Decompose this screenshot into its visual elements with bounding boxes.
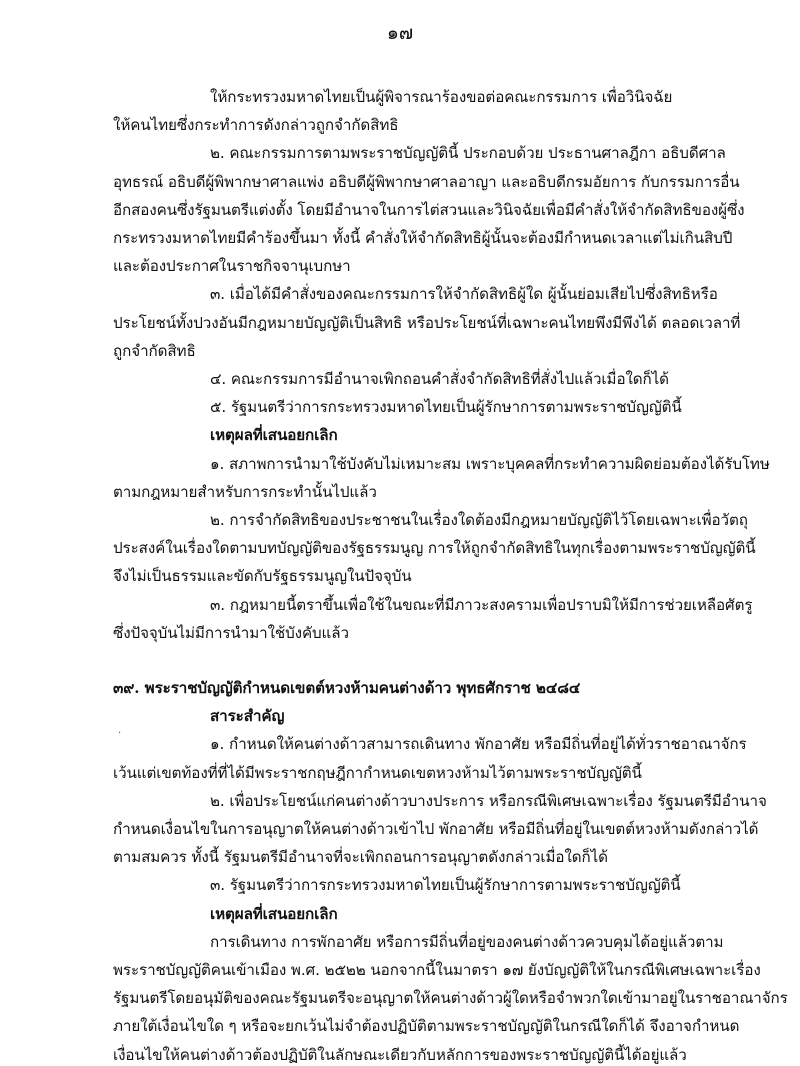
section-heading: สาระสำคัญ: [210, 707, 285, 726]
body-line: ซึ่งปัจจุบันไม่มีการนำมาใช้บังคับแล้ว: [113, 623, 349, 642]
body-line: ตามสมควร ทั้งนี้ รัฐมนตรีมีอำนาจที่จะเพิกถอนการอนุญาตดังกล่าวเมื่อใดก็ได้: [113, 848, 608, 867]
body-line: และต้องประกาศในราชกิจจานุเบกษา: [113, 257, 351, 276]
body-line: ตามกฎหมายสำหรับการกระทำนั้นไปแล้ว: [113, 482, 377, 501]
body-line: ๓. เมื่อได้มีคำสั่งของคณะกรรมการให้จำกัดสิทธิผู้ใด ผู้นั้นย่อมเสียไปซึ่งสิทธิหรือ: [210, 285, 718, 304]
body-line: การเดินทาง การพักอาศัย หรือการมีถิ่นที่อยู่ของคนต่างด้าวควบคุมได้อยู่แล้วตาม: [210, 932, 724, 951]
section-heading: เหตุผลที่เสนอยกเลิก: [210, 426, 338, 445]
body-line: ๓. กฎหมายนี้ตราขึ้นเพื่อใช้ในขณะที่มีภาวะสงครามเพื่อปราบมิให้มีการช่วยเหลือศัตรู: [210, 595, 753, 614]
body-line: ๕. รัฐมนตรีว่าการกระทรวงมหาดไทยเป็นผู้รักษาการตามพระราชบัญญัตินี้: [210, 398, 682, 417]
body-line: อุทธรณ์ อธิบดีผู้พิพากษาศาลแพ่ง อธิบดีผู้พิพากษาศาลอาญา และอธิบดีกรมอัยการ กับกรรมการอื่น: [113, 172, 740, 191]
body-line: เงื่อนไขให้คนต่างด้าวต้องปฏิบัติในลักษณะเดียวกับหลักการของพระราชบัญญัตินี้ได้อยู่แล้ว: [113, 1045, 687, 1064]
body-line: ประสงค์ในเรื่องใดตามบทบัญญัติของรัฐธรรมนูญ การให้ถูกจำกัดสิทธิในทุกเรื่องตามพระราชบัญญัตินี้: [113, 539, 756, 558]
body-line: ๒. การจำกัดสิทธิของประชาชนในเรื่องใดต้องมีกฎหมายบัญญัติไว้โดยเฉพาะเพื่อวัตถุ: [210, 511, 748, 529]
body-line: กำหนดเงื่อนไขในการอนุญาตให้คนต่างด้าวเข้าไป พักอาศัย หรือมีถิ่นที่อยู่ในเขตต์หวงห้ามดังกล่าวได้: [113, 820, 759, 838]
body-line: ๔. คณะกรรมการมีอำนาจเพิกถอนคำสั่งจำกัดสิทธิที่สั่งไปแล้วเมื่อใดก็ได้: [210, 370, 669, 388]
body-line: พระราชบัญญัติคนเข้าเมือง พ.ศ. ๒๕๒๒ นอกจากนี้ในมาตรา ๑๗ ยังบัญญัติให้ในกรณีพิเศษเฉพาะเรื่อง: [113, 961, 761, 979]
body-line: กระทรวงมหาดไทยมีคำร้องขึ้นมา ทั้งนี้ คำสั่งให้จำกัดสิทธิผู้นั้นจะต้องมีกำหนดเวลาแต่ไม่เกินสิบปี: [113, 229, 733, 247]
body-line: ให้คนไทยซึ่งกระทำการดังกล่าวถูกจำกัดสิทธิ: [113, 116, 399, 135]
section-heading: เหตุผลที่เสนอยกเลิก: [210, 904, 338, 923]
body-line: ๑. สภาพการนำมาใช้บังคับไม่เหมาะสม เพราะบุคคลที่กระทำความผิดย่อมต้องได้รับโทษ: [210, 454, 770, 473]
body-line: ๒. คณะกรรมการตามพระราชบัญญัตินี้ ประกอบด้วย ประธานศาลฎีกา อธิบดีศาล: [210, 144, 726, 163]
scan-speck: ·: [118, 728, 122, 739]
body-line: เว้นแต่เขตท้องที่ที่ได้มีพระราชกฤษฎีกากำหนดเขตหวงห้ามไว้ตามพระราชบัญญัตินี้: [113, 763, 642, 782]
body-line: อีกสองคนซึ่งรัฐมนตรีแต่งตั้ง โดยมีอำนาจในการไต่สวนและวินิจฉัยเพื่อมีคำสั่งให้จำกัดสิทธิของผู้ซึ่ง: [113, 200, 745, 219]
body-line: ๓. รัฐมนตรีว่าการกระทรวงมหาดไทยเป็นผู้รักษาการตามพระราชบัญญัตินี้: [210, 876, 681, 895]
body-line: รัฐมนตรีโดยอนุมัติของคณะรัฐมนตรีจะอนุญาตให้คนต่างด้าวผู้ใดหรือจำพวกใดเข้ามาอยู่ในราชอาณาจักร: [113, 989, 788, 1008]
body-line: ๑. กำหนดให้คนต่างด้าวสามารถเดินทาง พักอาศัย หรือมีถิ่นที่อยู่ได้ทั่วราชอาณาจักร: [210, 735, 747, 754]
body-line: ภายใต้เงื่อนไขใด ๆ หรือจะยกเว้นไม่จำต้องปฏิบัติตามพระราชบัญญัติในกรณีใดก็ได้ จึงอาจกำหนด: [113, 1017, 740, 1036]
page-number: ๑๗: [386, 22, 414, 44]
body-line: ประโยชน์ทั้งปวงอันมีกฎหมายบัญญัติเป็นสิทธิ หรือประโยชน์ที่เฉพาะคนไทยพึงมีพึงได้ ตลอดเวลาที่: [113, 313, 741, 332]
act-title: ๓๙. พระราชบัญญัติกำหนดเขตต์หวงห้ามคนต่างด้าว พุทธศักราช ๒๔๘๔: [113, 679, 581, 697]
body-line: ให้กระทรวงมหาดไทยเป็นผู้พิจารณาร้องขอต่อคณะกรรมการ เพื่อวินิจฉัย: [210, 88, 673, 106]
body-line: ๒. เพื่อประโยชน์แก่คนต่างด้าวบางประการ หรือกรณีพิเศษเฉพาะเรื่อง รัฐมนตรีมีอำนาจ: [210, 791, 767, 810]
body-line: จึงไม่เป็นธรรมและขัดกับรัฐธรรมนูญในปัจจุบัน: [113, 567, 412, 586]
body-line: ถูกจำกัดสิทธิ: [113, 341, 196, 360]
